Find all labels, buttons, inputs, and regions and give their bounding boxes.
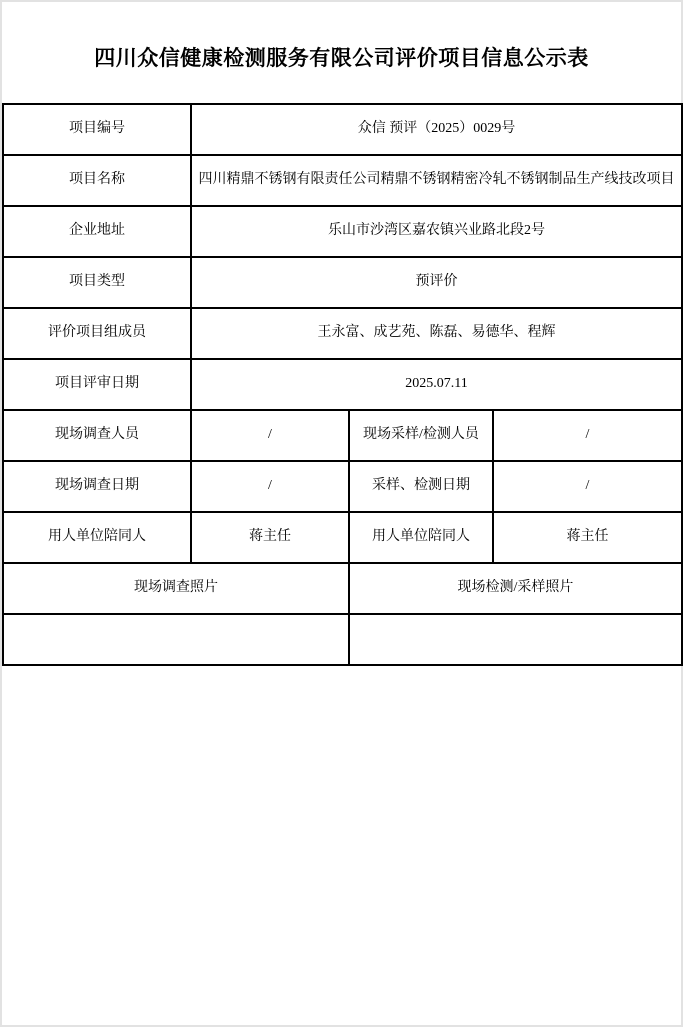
row-label-survey-personnel: 现场调查人员 (3, 410, 191, 461)
row-value-team-members: 王永富、成艺苑、陈磊、易德华、程辉 (191, 308, 682, 359)
table-row-project-name (3, 155, 682, 206)
row-value-employer-escort-right: 蒋主任 (493, 512, 682, 563)
photo-area-survey (3, 614, 349, 665)
row-label-survey-date: 现场调查日期 (3, 461, 191, 512)
table-row-survey-date (3, 461, 682, 512)
row-value-employer-escort-left: 蒋主任 (191, 512, 349, 563)
table-row-company-address (3, 206, 682, 257)
row-value-survey-date: / (191, 461, 349, 512)
table-row-review-date (3, 359, 682, 410)
table-row-project-number (3, 104, 682, 155)
row-value-review-date: 2025.07.11 (191, 359, 682, 410)
project-info-table (2, 103, 683, 666)
photo-area-sampling (349, 614, 682, 665)
table-row-team-members (3, 308, 682, 359)
row-label-employer-escort-left: 用人单位陪同人 (3, 512, 191, 563)
row-label-review-date: 项目评审日期 (3, 359, 191, 410)
table-row-employer-escort (3, 512, 682, 563)
row-label-employer-escort-right: 用人单位陪同人 (349, 512, 493, 563)
photo-header-survey: 现场调查照片 (3, 563, 349, 614)
document-title: 四川众信健康检测服务有限公司评价项目信息公示表 (94, 45, 589, 70)
row-label-sampling-personnel: 现场采样/检测人员 (349, 410, 493, 461)
row-label-sampling-date: 采样、检测日期 (349, 461, 493, 512)
title-area (2, 2, 681, 103)
row-value-project-number: 众信 预评（2025）0029号 (191, 104, 682, 155)
row-label-project-name: 项目名称 (3, 155, 191, 206)
row-value-company-address: 乐山市沙湾区嘉农镇兴业路北段2号 (191, 206, 682, 257)
row-value-sampling-personnel: / (493, 410, 682, 461)
row-value-sampling-date: / (493, 461, 682, 512)
row-label-project-type: 项目类型 (3, 257, 191, 308)
table-row-photo-headers (3, 563, 682, 614)
table-row-photo-area (3, 614, 682, 665)
row-value-project-type: 预评价 (191, 257, 682, 308)
row-value-project-name: 四川精鼎不锈钢有限责任公司精鼎不锈钢精密冷轧不锈钢制品生产线技改项目 (191, 155, 682, 206)
row-label-project-number: 项目编号 (3, 104, 191, 155)
row-value-survey-personnel: / (191, 410, 349, 461)
table-row-project-type (3, 257, 682, 308)
photo-header-sampling: 现场检测/采样照片 (349, 563, 682, 614)
row-label-company-address: 企业地址 (3, 206, 191, 257)
row-label-team-members: 评价项目组成员 (3, 308, 191, 359)
table-row-survey-personnel (3, 410, 682, 461)
